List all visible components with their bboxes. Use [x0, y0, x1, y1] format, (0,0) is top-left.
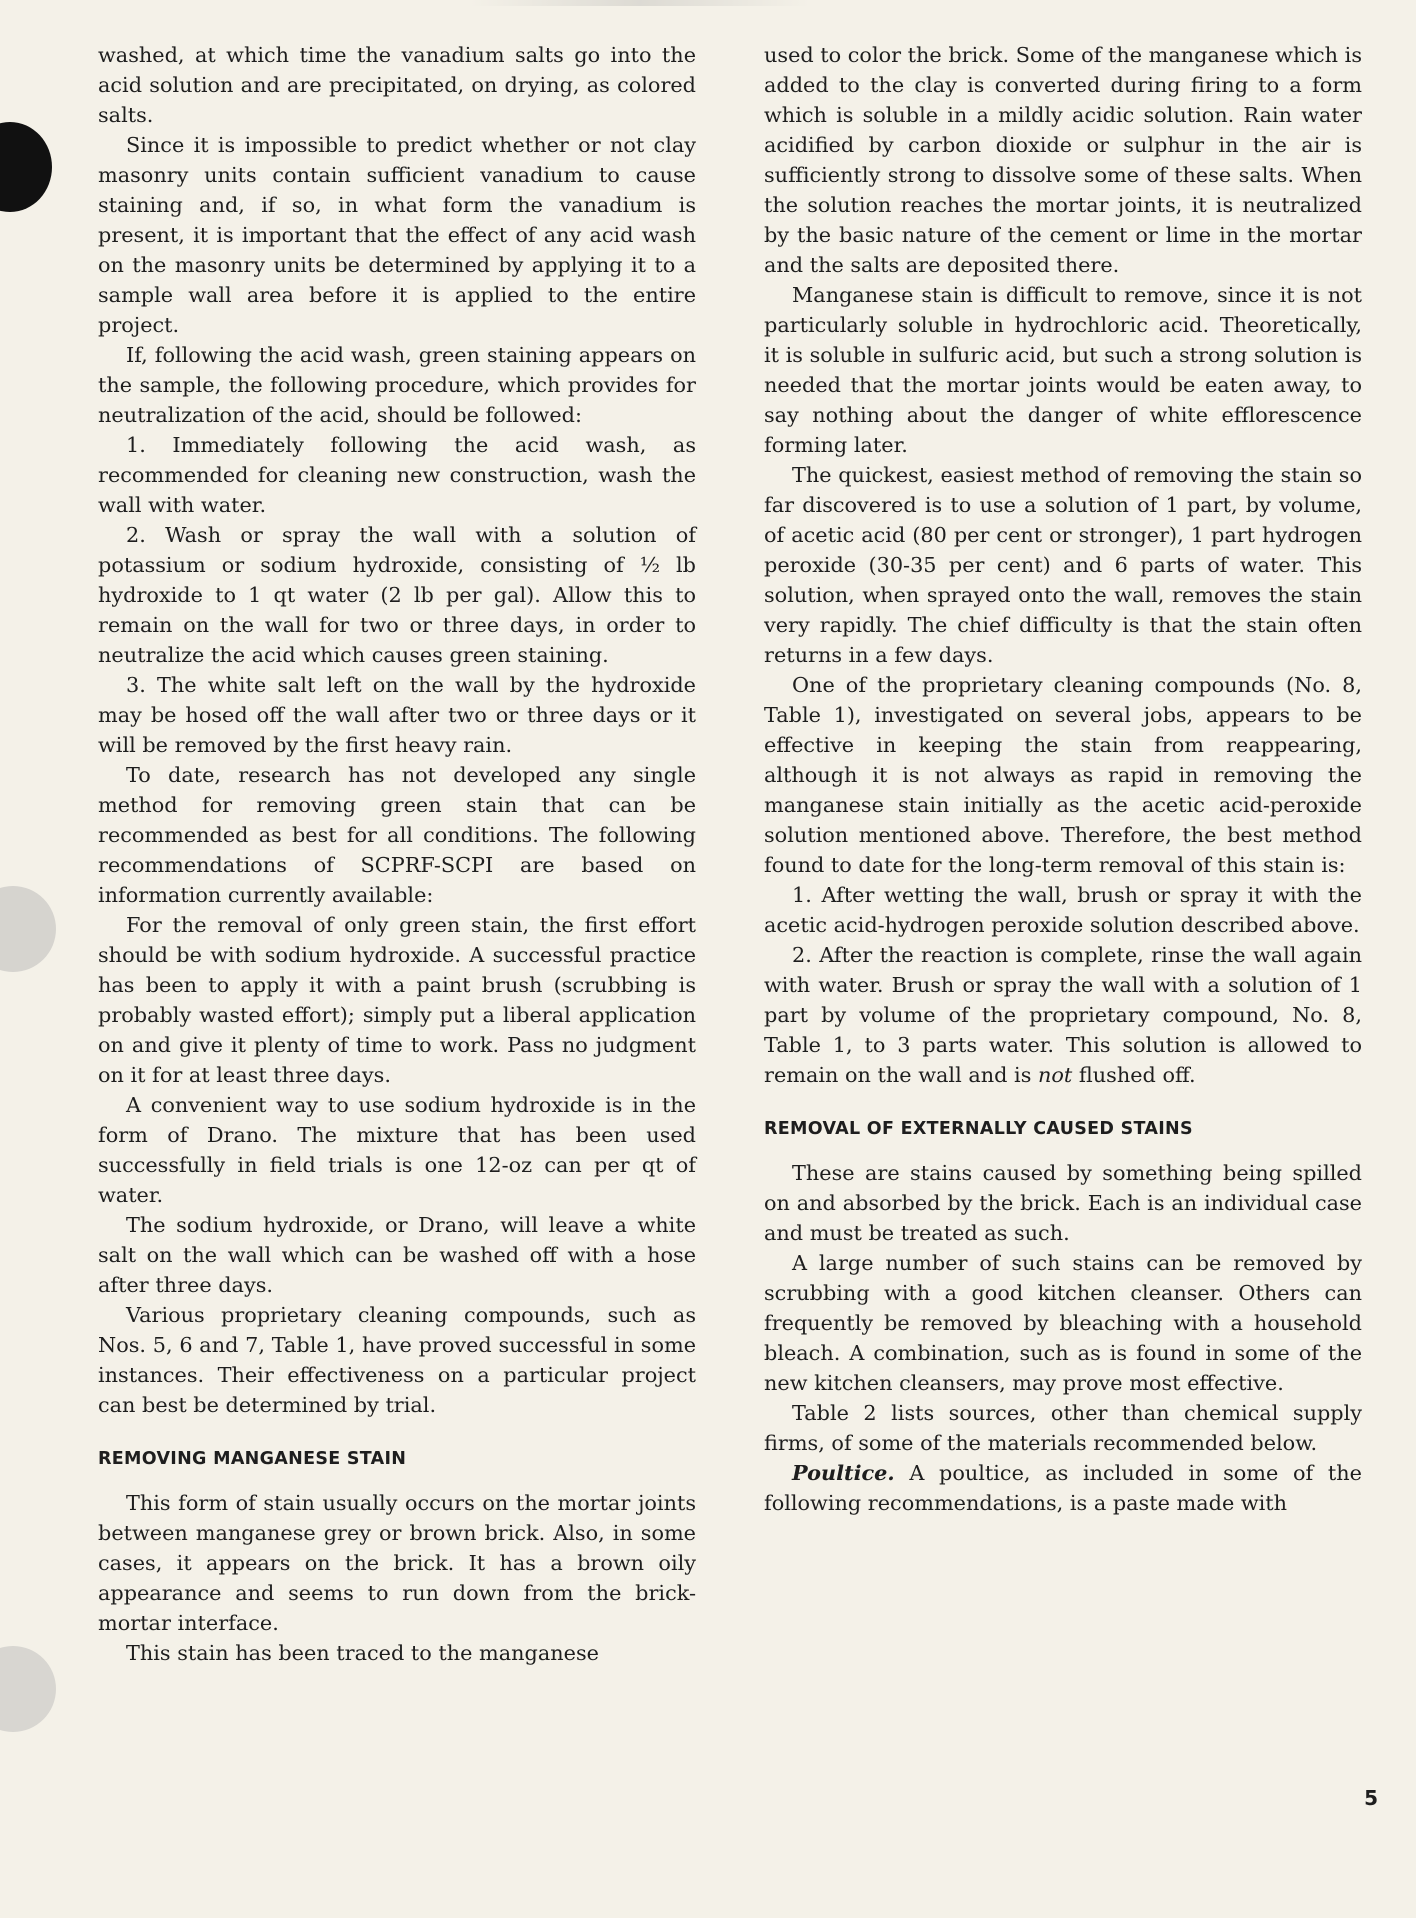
binder-hole-middle [0, 886, 56, 972]
paragraph: These are stains caused by something being spilled on and absorbed by the brick. Each is an individual case and must be treated as such. [764, 1161, 1362, 1245]
paragraph: For the removal of only green stain, the first effort should be with sodium hydroxide. A successful practice has been to apply it with a paint brush (scrubbing is probably wasted effort); simply put a liberal application on and give it plenty of time to work. Pass no judgment on it for at least three days. [98, 913, 696, 1087]
list-item: 1. After wetting the wall, brush or spray it with the acetic acid-hydrogen peroxide solution described above. [764, 883, 1362, 937]
right-column [764, 40, 1362, 1518]
list-item-text: flushed off. [1072, 1063, 1196, 1087]
scan-smudge [470, 0, 810, 6]
run-in-heading: Poultice. [792, 1460, 895, 1485]
paragraph: If, following the acid wash, green staining appears on the sample, the following procedure, which provides for neutralization of the acid, should be followed: [98, 343, 696, 427]
paragraph: Various proprietary cleaning compounds, such as Nos. 5, 6 and 7, Table 1, have proved successful in some instances. Their effectiveness on a particular project can best be determined by trial. [98, 1303, 696, 1417]
left-column [98, 40, 696, 1668]
list-item-text: 2. After the reaction is complete, rinse the wall again with water. Brush or spray the wall with a solution of 1 part by volume of the proprietary compound, No. 8, Table 1, to 3 parts water. This solution is allowed to remain on the wall and is [764, 943, 1362, 1087]
section-heading: REMOVING MANGANESE STAIN [98, 1449, 407, 1469]
paragraph: Manganese stain is difficult to remove, since it is not particularly soluble in hydrochloric acid. Theoretically, it is soluble in sulfuric acid, but such a strong solution is needed that the mortar joints would be eaten away, to say nothing about the danger of white efflorescence forming later. [764, 283, 1362, 457]
section-heading: REMOVAL OF EXTERNALLY CAUSED STAINS [764, 1119, 1193, 1139]
list-item: 3. The white salt left on the wall by the hydroxide may be hosed off the wall after two or three days or it will be removed by the first heavy rain. [98, 673, 696, 757]
paragraph: used to color the brick. Some of the manganese which is added to the clay is converted during firing to a form which is soluble in a mildly acidic solution. Rain water acidified by carbon dioxide or sulphur in the air is sufficiently strong to dissolve some of these salts. When the solution reaches the mortar joints, it is neutralized by the basic nature of the cement or lime in the mortar and the salts are deposited there. [764, 43, 1362, 277]
paragraph: To date, research has not developed any single method for removing green stain that can be recommended as best for all conditions. The following recommendations of SCPRF-SCPI are based on information currently available: [98, 763, 696, 907]
binder-hole-top [0, 122, 52, 212]
paragraph: The quickest, easiest method of removing the stain so far discovered is to use a solution of 1 part, by volume, of acetic acid (80 per cent or stronger), 1 part hydrogen peroxide (30-35 per cent) and 6 parts of water. This solution, when sprayed onto the wall, removes the stain very rapidly. The chief difficulty is that the stain often returns in a few days. [764, 463, 1362, 667]
paragraph: This stain has been traced to the manganese [126, 1641, 599, 1665]
paragraph: A large number of such stains can be removed by scrubbing with a good kitchen cleanser. Others can frequently be removed by bleaching with a household bleach. A combination, such as is found in some of the new kitchen cleansers, may prove most effective. [764, 1251, 1362, 1395]
list-item: 2. Wash or spray the wall with a solution of potassium or sodium hydroxide, consisting of ½ lb hydroxide to 1 qt water (2 lb per gal). Allow this to remain on the wall for two or three days, in order to neutralize the acid which causes green staining. [98, 523, 696, 667]
paragraph: Table 2 lists sources, other than chemical supply firms, of some of the materials recommended below. [764, 1401, 1362, 1455]
paragraph: washed, at which time the vanadium salts go into the acid solution and are precipitated, on drying, as colored salts. [98, 43, 696, 127]
paragraph [764, 1458, 1362, 1518]
emphasis: not [1038, 1063, 1073, 1087]
binder-hole-bottom [0, 1646, 56, 1732]
list-item [764, 940, 1362, 1090]
paragraph: One of the proprietary cleaning compounds (No. 8, Table 1), investigated on several jobs, appears to be effective in keeping the stain from reappearing, although it is not always as rapid in removing the manganese stain initially as the acetic acid-peroxide solution mentioned above. Therefore, the best method found to date for the long-term removal of this stain is: [764, 673, 1362, 877]
paragraph: This form of stain usually occurs on the mortar joints between manganese grey or brown brick. Also, in some cases, it appears on the brick. It has a brown oily appearance and seems to run down from the brick-mortar interface. [98, 1491, 696, 1635]
paragraph: A convenient way to use sodium hydroxide is in the form of Drano. The mixture that has been used successfully in field trials is one 12-oz can per qt of water. [98, 1093, 696, 1207]
paragraph: Since it is impossible to predict whether or not clay masonry units contain sufficient vanadium to cause staining and, if so, in what form the vanadium is present, it is important that the effect of any acid wash on the masonry units be determined by applying it to a sample wall area before it is applied to the entire project. [98, 133, 696, 337]
list-item: 1. Immediately following the acid wash, as recommended for cleaning new construction, wash the wall with water. [98, 433, 696, 517]
paragraph-text: A poultice, as included in some of the following recommendations, is a paste made with [764, 1461, 1362, 1515]
paragraph: The sodium hydroxide, or Drano, will leave a white salt on the wall which can be washed off with a hose after three days. [98, 1213, 696, 1297]
page-number: 5 [1364, 1786, 1378, 1810]
